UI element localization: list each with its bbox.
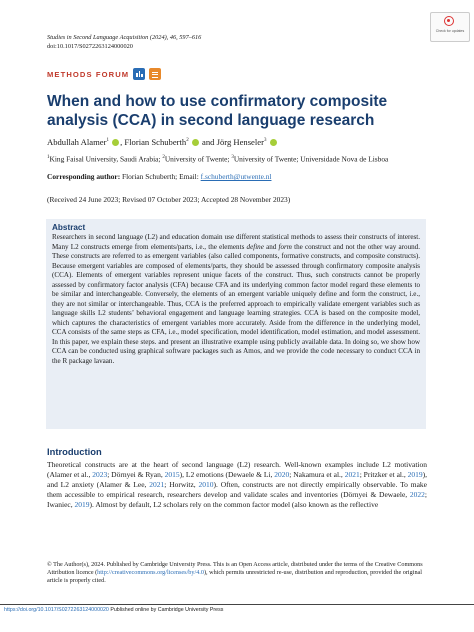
check-for-updates-badge[interactable] — [430, 12, 470, 42]
orcid-icon[interactable] — [112, 139, 119, 146]
section-label — [47, 68, 161, 80]
body-text: ), L2 emotions (Dewaele & Li, — [179, 470, 275, 479]
citation-link[interactable]: 2022 — [409, 490, 425, 499]
author-name: Florian Schuberth — [124, 136, 187, 147]
crossmark-icon — [444, 16, 454, 26]
abstract-emphasis: form — [278, 242, 292, 251]
affiliation-marker: 2 — [162, 155, 165, 160]
badge-text: Check for updates — [435, 29, 465, 33]
citation-link[interactable]: 2019 — [74, 500, 90, 509]
body-text: ; Iwaniec, — [47, 490, 427, 509]
author-list — [47, 135, 278, 148]
abstract-text — [52, 233, 420, 366]
journal-doi[interactable]: doi:10.1017/S0272263124000020 — [47, 43, 133, 50]
introduction-text — [47, 460, 427, 510]
publisher-footer — [4, 607, 223, 613]
affiliation-marker: 3 — [231, 155, 234, 160]
author-name: Jörg Henseler — [216, 136, 264, 147]
citation-link[interactable]: 2023 — [92, 470, 108, 479]
section-label-text: METHODS FORUM — [47, 69, 130, 79]
author-affiliation-marker: 2 — [186, 138, 189, 143]
affiliations — [47, 153, 447, 164]
introduction-heading: Introduction — [47, 446, 102, 457]
abstract-fragment: Researchers in second language (L2) and education domain use different statistical methods to assess their constructs of interest. Many L2 constructs emerge from elements/parts, i.e., the elements — [52, 233, 420, 251]
abstract-fragment: and — [263, 242, 279, 251]
citation-link[interactable]: 2020 — [274, 470, 290, 479]
body-text: ; Nakamura et al., — [289, 470, 345, 479]
affiliation-text: University of Twente; — [164, 154, 232, 164]
abstract-heading: Abstract — [52, 223, 86, 232]
journal-citation: Studies in Second Language Acquisition (2024), 46, 597–616 — [47, 34, 202, 41]
body-text: Theoretical constructs are at the heart of second language (L2) research. Well-known examples include L2 motivation (Alamer et al., — [47, 460, 427, 479]
corresponding-text: Florian Schuberth; Email: — [120, 172, 201, 181]
citation-link[interactable]: 2019 — [407, 470, 423, 479]
license-link[interactable]: http://creativecommons.org/licenses/by/4.0 — [97, 568, 204, 576]
body-text: ). Almost by default, L2 scholars rely on the common factor model (also known as the reflective — [89, 500, 379, 509]
citation-link[interactable]: 2021 — [149, 480, 165, 489]
body-text: ; Pritzker et al., — [359, 470, 408, 479]
citation-link[interactable]: 2010 — [198, 480, 214, 489]
citation-link[interactable]: 2015 — [164, 470, 180, 479]
citation-link[interactable]: 2021 — [344, 470, 360, 479]
abstract-box — [46, 219, 426, 429]
body-text: ; Dörnyei & Ryan, — [107, 470, 165, 479]
author-name: Abdullah Alamer — [47, 136, 107, 147]
body-text: ). Often, constructs are not directly empirically observable. To make them accessible to empirical research, researchers develop and validate scales and inventories (Dörnyei & Dewaele, — [47, 480, 427, 499]
author-affiliation-marker: 1 — [106, 138, 109, 143]
doi-link[interactable]: https://doi.org/10.1017/S0272263124000020 — [4, 607, 109, 613]
document-icon — [149, 68, 161, 80]
affiliation-text: University of Twente; Universidade Nova de Lisboa — [233, 154, 389, 164]
publisher-text: Published online by Cambridge University Press — [108, 607, 224, 613]
journal-header — [47, 33, 347, 51]
footnote-text: © The Author(s), 2024. Published by Cambridge University Press. This is an Open Access article, distributed under the terms of the Creative Commons Attribution licence ( — [47, 561, 423, 576]
article-title: When and how to use confirmatory composite analysis (CCA) in second language research — [47, 93, 388, 129]
footnote-text: ), which permits unrestricted re-use, distribution and reproduction, provided the original article is properly cited. — [47, 568, 423, 584]
corresponding-author — [47, 172, 447, 182]
article-dates: (Received 24 June 2023; Revised 07 October 2023; Accepted 28 November 2023) — [47, 195, 291, 204]
license-footnote — [47, 561, 427, 584]
abstract-emphasis: define — [246, 242, 264, 251]
corresponding-label: Corresponding author: — [47, 172, 121, 181]
affiliation-text: King Faisal University, Saudi Arabia; — [49, 154, 163, 164]
chart-icon — [133, 68, 145, 80]
affiliation-marker: 1 — [47, 155, 50, 160]
author-affiliation-marker: 3 — [263, 138, 267, 143]
footer-divider — [0, 604, 474, 605]
body-text: ), and L2 anxiety (Alamer & Lee, — [47, 470, 428, 489]
author-separator: and — [199, 136, 217, 147]
author-separator: , — [120, 136, 125, 147]
body-text: ; Horwitz, — [164, 480, 199, 489]
orcid-icon[interactable] — [270, 139, 277, 146]
abstract-fragment: the construct and not the other way around. These constructs are referred to as emergent variables (also called components, formative constructs, and composite constructs). Because emergent variables are composed of elements/parts, they should be assessed through confirmatory composite analysis (CCA). Elements of emergent variables represent unique facets of the construct. Thus, such constructs cannot be properly assessed by confirmatory factor analysis (CFA) because CFA and its underlying common factor model regard these elements to be similar and interchangeable. Conversely, the elements of an emergent variable uniquely define and form the construct, i.e., they are not similar or interchangeable. Thus, CCA is the preferred approach to empirically validate emergent variables such as language skills L2 students’ behavioral engagement and language learning strategies. CCA is based on the composite model, which captures the characteristics of emergent variables more accurately. Aside from the difference in the underlying model, CCA consists of the same steps as CFA, i.e., model specification, model identification, model estimation, and model assessment. In this paper, we explain these steps. and present an illustrative example using publicly available data. In doing so, we show how CCA can be conducted using graphical software packages such as Amos, and we provide the code necessary to conduct CCA in the R package lavaan. — [52, 242, 420, 365]
email-link[interactable]: f.schuberth@utwente.nl — [200, 172, 272, 181]
orcid-icon[interactable] — [192, 139, 199, 146]
